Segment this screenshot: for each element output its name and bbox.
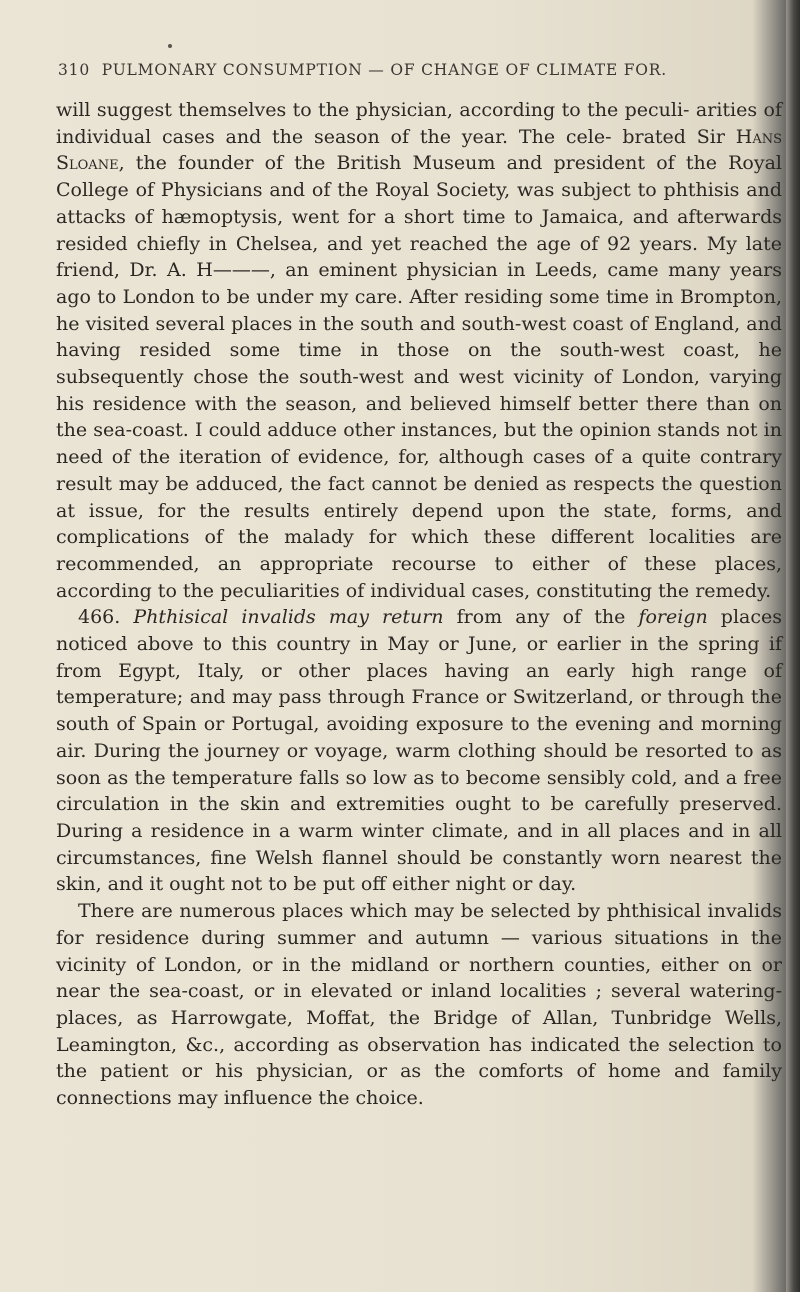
body-text bbox=[56, 97, 782, 1112]
running-title: PULMONARY CONSUMPTION — OF CHANGE OF CLIMATE FOR. bbox=[101, 61, 667, 79]
paragraph-3 bbox=[56, 898, 782, 1112]
section-number: 466. bbox=[78, 606, 121, 629]
p1-text-2: , the founder of the British Museum and president of the Royal College of Physicians and of the Royal Society, was subject to phthisis and attacks of hæmoptysis, went for a short time to Jamaica, and afterwards resided chiefly in Chelsea, and yet reached the age of 92 years. My late friend, Dr. A. H———, an eminent physician in Leeds, came many years ago to London to be under my care. After residing some time in Brompton, he visited several places in the south and south-west coast of England, and having resided some time in those on the south-west coast, he subsequently chose the south-west and west vicinity of London, varying his residence with the season, and believed himself better there than on the sea-coast. I could adduce other instances, but the opinion stands not in need of the iteration of evidence, for, although cases of a quite contrary result may be adduced, the fact cannot be denied as respects the question at issue, for the results entirely depend upon the state, forms, and complications of the malady for which these different localities are recommended, an appropriate recourse to either of these places, according to the peculiarities of individual cases, constituting the remedy. bbox=[56, 152, 782, 602]
paragraph-1 bbox=[56, 97, 782, 604]
paper-speck bbox=[168, 44, 172, 48]
paragraph-2 bbox=[56, 604, 782, 898]
page-edge-shadow bbox=[786, 0, 800, 1292]
p2-italic-1: Phthisical invalids may return bbox=[133, 606, 444, 629]
page-number: 310 bbox=[58, 61, 90, 79]
p2-text-1: from any of the bbox=[443, 606, 639, 629]
p1-name-small-caps: Hans Sloane bbox=[56, 125, 782, 175]
p2-text-2: places noticed above to this country in May or June, or earlier in the spring if from Egypt, Italy, or other places having an early high range of temperature; and may pass through France or Switzerland, or through the south of Spain or Portugal, avoiding exposure to the evening and morning air. During the journey or voyage, warm clothing should be resorted to as soon as the temperature falls so low as to become sensibly cold, and a free circulation in the skin and extremities ought to be carefully preserved. During a residence in a warm winter climate, and in all places and in all circumstances, fine Welsh flannel should be constantly worn nearest the skin, and it ought not to be put off either night or day. bbox=[56, 606, 783, 896]
p1-text-1: will suggest themselves to the physician, according to the peculi- arities of individual cases and the season of the year. The cele- brated Sir bbox=[56, 99, 782, 148]
p3-text-1: There are numerous places which may be selected by phthisical invalids for residence during summer and autumn — various situations in the vicinity of London, or in the midland or northern counties, either on or near the sea-coast, or in elevated or inland localities ; several watering-places, as Harrowgate, Moffat, the Bridge of Allan, Tunbridge Wells, Leamington, &c., according as observation has indicated the selection to the patient or his physician, or as the comforts of home and family connections may influence the choice. bbox=[56, 900, 782, 1110]
running-header bbox=[58, 61, 778, 79]
p2-italic-2: foreign bbox=[638, 606, 708, 629]
